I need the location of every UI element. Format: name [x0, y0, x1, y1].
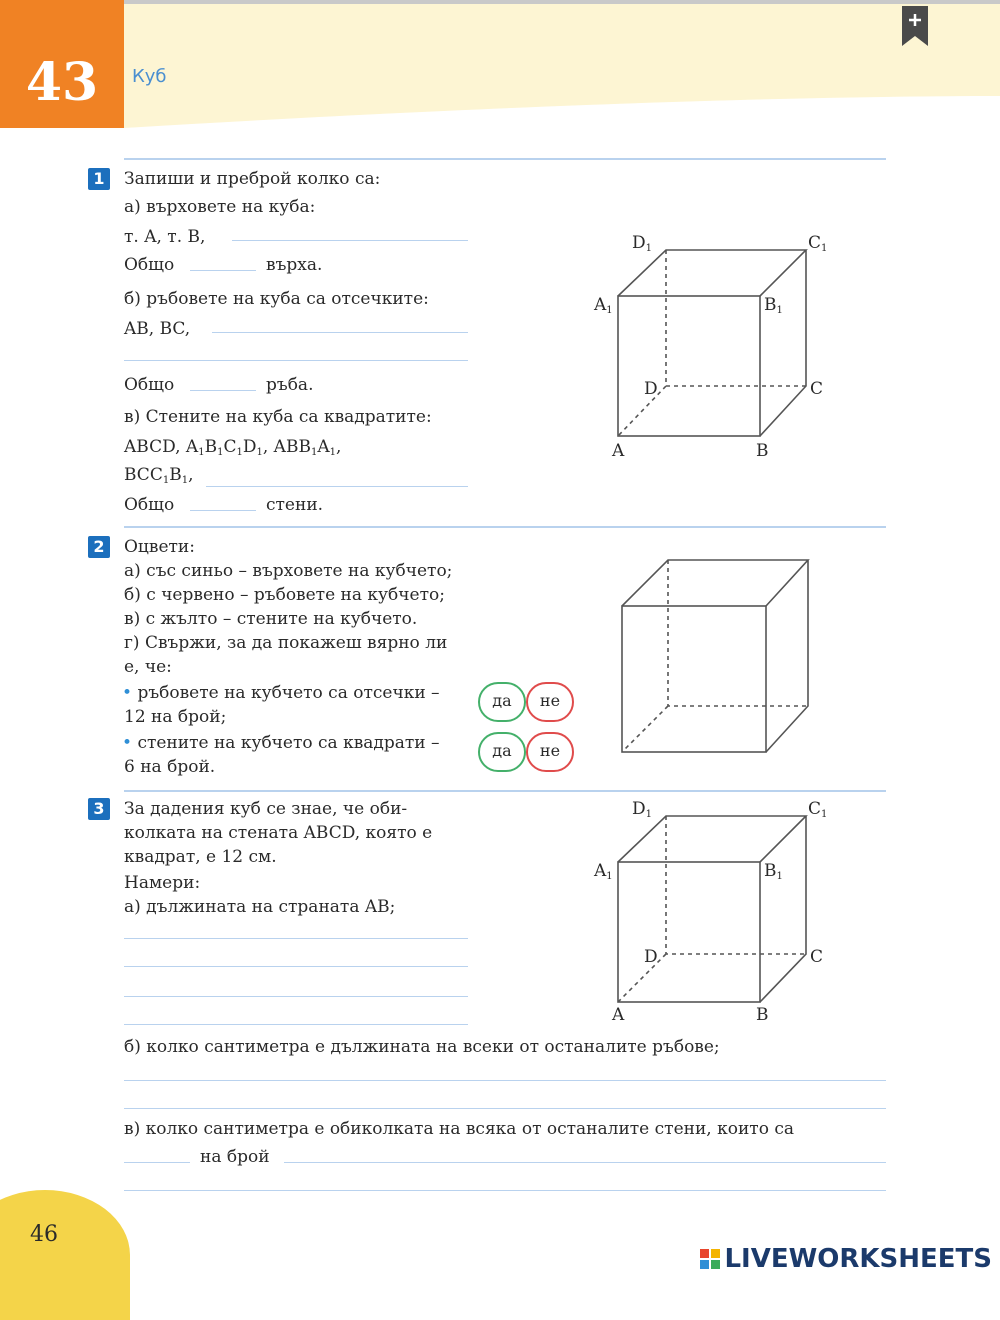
task3-b: б) колко сантиметра е дължината на всеки от останалите ръбове;: [124, 1037, 720, 1057]
task2-c: в) с жълто – стените на кубчето.: [124, 609, 418, 629]
page-number: 46: [30, 1222, 58, 1247]
task1-rule: [124, 158, 886, 160]
task1-c-total: Общо: [124, 495, 175, 515]
cube-diagram-2[interactable]: [612, 554, 822, 760]
bookmark-plus-icon[interactable]: [902, 6, 928, 46]
lesson-title: Куб: [132, 66, 167, 87]
statement-2-no[interactable]: не: [526, 732, 574, 772]
label-c1: C1: [808, 233, 828, 254]
task3-b-answer-line-2[interactable]: [124, 1108, 886, 1109]
label-b1: B1: [764, 295, 783, 316]
task2-intro: Оцвети:: [124, 537, 195, 557]
task1-b-label: б) ръбовете на куба са отсечките:: [124, 289, 429, 309]
task3-c-answer-line-1[interactable]: [284, 1162, 886, 1163]
task2-d-line2: е, че:: [124, 657, 172, 677]
task3-a-answer-line-4[interactable]: [124, 1024, 468, 1025]
label-b1: B1: [764, 861, 783, 882]
task1-a-total: Общо: [124, 255, 175, 275]
task1-faces-given-1: ABCD, $A_1B_1C_1D_1$, $ABB_1A_1$,: [124, 437, 342, 458]
task1-vertices-word: върха.: [266, 255, 323, 275]
face-abcd: ABCD,: [124, 437, 181, 457]
statement-2-line2: 6 на брой.: [124, 757, 216, 777]
task3-a-answer-line-1[interactable]: [124, 938, 468, 939]
liveworksheets-logo-icon: [700, 1249, 720, 1269]
task3-c-line2: на брой: [200, 1147, 270, 1167]
bullet-icon: •: [122, 683, 133, 703]
footer-decoration: [0, 1190, 130, 1320]
task1-c-label: в) Стените на куба са квадратите:: [124, 407, 432, 427]
task1-edges-word: ръба.: [266, 375, 314, 395]
task2-d-line1: г) Свържи, за да покажеш вярно ли: [124, 633, 448, 653]
task3-a-answer-line-3[interactable]: [124, 996, 468, 997]
task1-intro: Запиши и преброй колко са:: [124, 169, 381, 189]
label-a1: A1: [594, 295, 613, 316]
task3-line2: колката на стената ABCD, която е: [124, 823, 433, 843]
lesson-number: 43: [25, 52, 99, 113]
edges-answer-line-2[interactable]: [124, 360, 468, 361]
edges-count-input[interactable]: [190, 390, 256, 391]
label-d1: D1: [632, 233, 653, 254]
task3-find: Намери:: [124, 873, 201, 893]
liveworksheets-brand[interactable]: LIVEWORKSHEETS: [700, 1244, 992, 1274]
label-a1: A1: [594, 861, 613, 882]
task2-number: 2: [88, 536, 110, 558]
task3-line1: За дадения куб се знае, че оби-: [124, 799, 408, 819]
label-d1: D1: [632, 799, 653, 820]
task2-rule: [124, 526, 886, 528]
statement-1-no[interactable]: не: [526, 682, 574, 722]
faces-count-input[interactable]: [190, 510, 256, 511]
label-b: B: [756, 441, 769, 461]
task3-b-answer-line-1[interactable]: [124, 1080, 886, 1081]
statement-1-yes[interactable]: да: [478, 682, 526, 722]
label-d: D: [644, 947, 658, 967]
statement-2-yes[interactable]: да: [478, 732, 526, 772]
bullet-icon: •: [122, 733, 133, 753]
task1-b-total: Общо: [124, 375, 175, 395]
task1-a-label: а) върховете на куба:: [124, 197, 316, 217]
task1-number: 1: [88, 168, 110, 190]
label-b: B: [756, 1005, 769, 1025]
task1-faces-given-2: $BCC_1B_1$,: [124, 465, 194, 486]
task2-b: б) с червено – ръбовете на кубчето;: [124, 585, 445, 605]
task3-a: а) дължината на страната AB;: [124, 897, 396, 917]
task3-number: 3: [88, 798, 110, 820]
statement-1-line2: 12 на брой;: [124, 707, 227, 727]
label-a: A: [612, 441, 625, 461]
label-c: C: [810, 379, 824, 399]
task2-a: а) със синьо – върховете на кубчето;: [124, 561, 453, 581]
task3-c-line1: в) колко сантиметра е обиколката на всяка от останалите стени, които са: [124, 1119, 794, 1139]
label-c1: C1: [808, 799, 828, 820]
cube-diagram-1: [590, 226, 850, 466]
task3-c-answer-line-2[interactable]: [124, 1190, 886, 1191]
task1-a-given: т. A, т. B,: [124, 227, 206, 247]
vertices-count-input[interactable]: [190, 270, 256, 271]
task1-faces-word: стени.: [266, 495, 324, 515]
cube-diagram-3: [590, 794, 850, 1030]
task3-rule: [124, 790, 886, 792]
statement-2-line1: • стените на кубчето са квадрати –: [122, 733, 440, 753]
label-a: A: [612, 1005, 625, 1025]
task3-a-answer-line-2[interactable]: [124, 966, 468, 967]
task1-b-given: AB, BC,: [124, 319, 191, 339]
vertices-answer-line[interactable]: [232, 240, 468, 241]
statement-1-line1: • ръбовете на кубчето са отсечки –: [122, 683, 440, 703]
label-c: C: [810, 947, 824, 967]
task3-c-count-input[interactable]: [124, 1162, 190, 1163]
label-d: D: [644, 379, 658, 399]
faces-answer-line[interactable]: [206, 486, 468, 487]
task3-line3: квадрат, е 12 см.: [124, 847, 277, 867]
edges-answer-line-1[interactable]: [212, 332, 468, 333]
